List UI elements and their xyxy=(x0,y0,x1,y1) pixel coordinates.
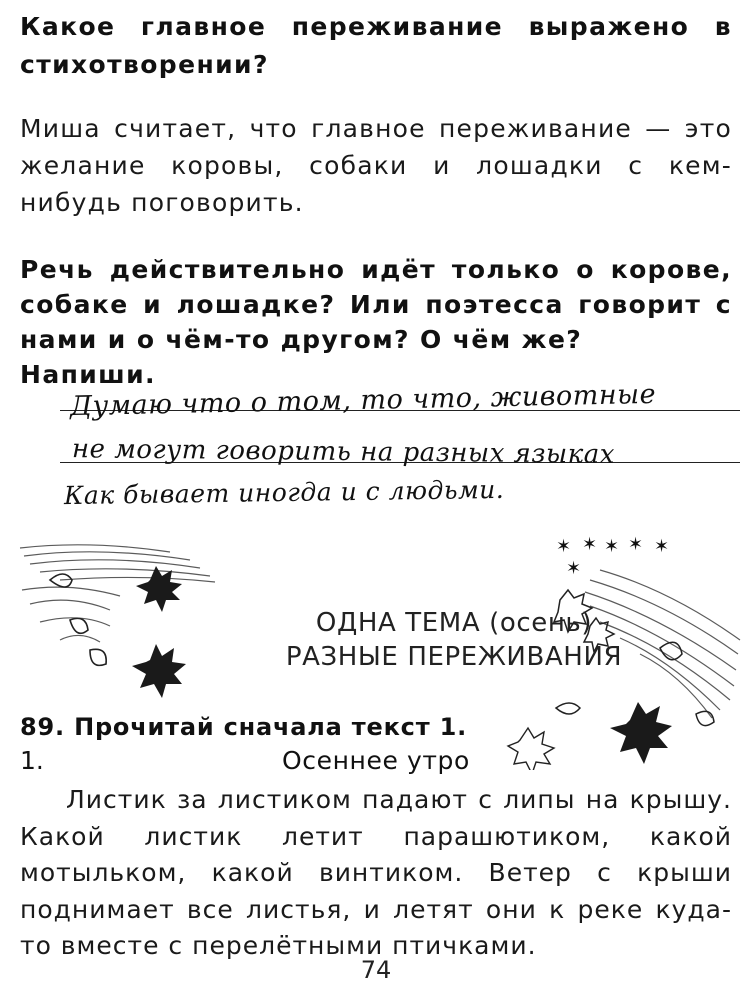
svg-text:✶: ✶ xyxy=(556,536,572,557)
svg-text:✶: ✶ xyxy=(654,536,670,557)
question-2-tail: Напиши. xyxy=(20,360,156,389)
text-number: 1. xyxy=(20,746,44,775)
svg-text:✶: ✶ xyxy=(628,534,644,555)
maple-leaf-icon xyxy=(610,702,672,764)
maple-leaf-icon xyxy=(508,728,554,770)
question-2 xyxy=(20,252,732,392)
page-number: 74 xyxy=(360,956,392,984)
topic-subtitle: РАЗНЫЕ ПЕРЕЖИВАНИЯ xyxy=(285,642,623,672)
exercise-title: 89. Прочитай сначала текст 1. xyxy=(20,713,467,741)
text-heading: Осеннее утро xyxy=(282,746,470,775)
answer-text: Миша считает, что главное переживание — это желание коровы, собаки и лошадки с кем-нибудь поговорить. xyxy=(20,114,732,217)
handwritten-line-1: Думаю что о том, то что, животные xyxy=(69,378,657,423)
svg-text:✶: ✶ xyxy=(582,534,598,555)
question-1: Какое главное переживание выражено в стихотворении? xyxy=(20,12,732,79)
svg-text:✶: ✶ xyxy=(604,536,620,557)
handwritten-line-3: Как бывает иногда и с людьми. xyxy=(63,474,505,511)
text-body: Листик за листиком падают с липы на крышу. Какой листик летит парашютиком, какой мотыльком, какой винтиком. Ветер с крыши поднимает все листья, и летят они к реке куда-то вместе с перелётными птичками. xyxy=(20,785,732,960)
star-mark-icon xyxy=(556,534,669,579)
topic-title: ОДНА ТЕМА (осень) xyxy=(315,608,593,638)
svg-text:✶: ✶ xyxy=(566,558,582,579)
question-2-main: Речь действительно идёт только о корове, собаке и лошадке? Или поэтесса говорит с нами и о чём-то другом? О чём же? xyxy=(20,255,732,354)
handwritten-line-2: не могут говорить на разных языках xyxy=(71,434,616,470)
